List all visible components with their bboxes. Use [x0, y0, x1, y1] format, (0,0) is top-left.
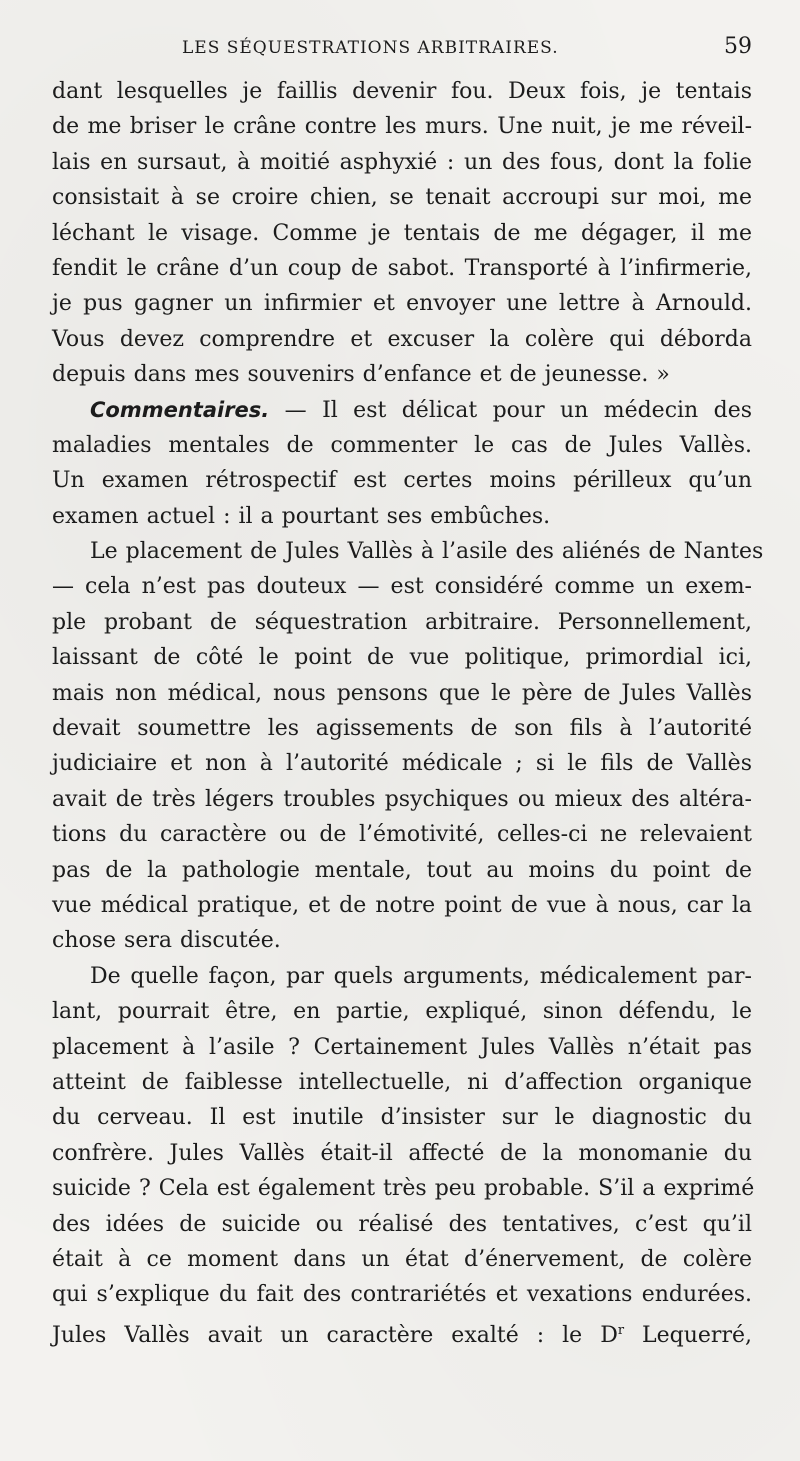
text-line: consistait à se croire chien, se tenait accroupi sur moi, me	[52, 185, 752, 211]
text-line: fendit le crâne d’un coup de sabot. Transporté à l’infirmerie,	[52, 255, 752, 281]
text-line: pas de la pathologie mentale, tout au moins du point de	[52, 857, 752, 883]
text-line: léchant le visage. Comme je tentais de me dégager, il me	[52, 220, 752, 246]
running-title: LES SÉQUESTRATIONS ARBITRAIRES.	[182, 38, 559, 58]
text-line: lais en sursaut, à moitié asphyxié : un des fous, dont la folie	[52, 149, 752, 175]
text-line: Le placement de Jules Vallès à l’asile des aliénés de Nantes	[90, 539, 764, 565]
text-line: judiciaire et non à l’autorité médicale ; si le fils de Vallès	[52, 751, 752, 777]
text-line: confrère. Jules Vallès était-il affecté de la monomanie du	[52, 1140, 752, 1166]
text-fragment: Jules Vallès avait un caractère exalté : le	[52, 1322, 583, 1348]
doctor-superscript: r	[617, 1322, 625, 1338]
page-number: 59	[724, 34, 752, 59]
running-header	[182, 34, 752, 74]
last-text-line	[52, 1313, 752, 1348]
text-line: vue médical pratique, et de notre point de vue à nous, car la	[52, 892, 752, 918]
text-line: dant lesquelles je faillis devenir fou. Deux fois, je tentais	[52, 79, 752, 104]
body-text	[52, 74, 764, 1348]
text-line: de me briser le crâne contre les murs. Une nuit, je me réveil-	[52, 114, 752, 140]
text-line: Vous devez comprendre et excuser la colère qui déborda	[52, 326, 752, 352]
text-line: depuis dans mes souvenirs d’enfance et de jeunesse. »	[52, 362, 670, 388]
text-line: lant, pourrait être, en partie, expliqué, sinon défendu, le	[52, 999, 752, 1025]
text-line: suicide ? Cela est également très peu probable. S’il a exprimé	[52, 1176, 755, 1202]
text-line: — cela n’est pas douteux — est considéré comme un exem-	[52, 574, 752, 600]
text-line: ple probant de séquestration arbitraire. Personnellement,	[52, 609, 752, 635]
doctor-abbreviation: D	[600, 1322, 618, 1348]
text-line: Un examen rétrospectif est certes moins périlleux qu’un	[52, 468, 752, 494]
text-line: avait de très légers troubles psychiques ou mieux des altéra-	[52, 786, 752, 812]
text-line: atteint de faiblesse intellectuelle, ni d’affection organique	[52, 1069, 752, 1095]
commentary-line	[52, 393, 752, 428]
text-line: qui s’explique du fait des contrariétés et vexations endurées.	[52, 1282, 752, 1308]
text-line: examen actuel : il a pourtant ses embûches.	[52, 503, 551, 529]
text-line: placement à l’asile ? Certainement Jules Vallès n’était pas	[52, 1034, 752, 1060]
commentary-text: — Il est délicat pour un médecin des	[269, 397, 752, 423]
text-line: chose sera discutée.	[52, 928, 281, 954]
text-line: je pus gagner un infirmier et envoyer une lettre à Arnould.	[52, 291, 752, 317]
commentary-label: Commentaires.	[90, 397, 270, 422]
text-line: maladies mentales de commenter le cas de Jules Vallès.	[52, 432, 752, 458]
text-line: mais non médical, nous pensons que le père de Jules Vallès	[52, 680, 752, 706]
text-line: laissant de côté le point de vue politique, primordial ici,	[52, 645, 752, 671]
doctor-name: Lequerré,	[624, 1322, 752, 1348]
text-line: De quelle façon, par quels arguments, médicalement par-	[90, 963, 752, 989]
text-line: était à ce moment dans un état d’énervement, de colère	[52, 1246, 752, 1272]
text-line: tions du caractère ou de l’émotivité, celles-ci ne relevaient	[52, 822, 752, 848]
text-line: des idées de suicide ou réalisé des tentatives, c’est qu’il	[52, 1211, 752, 1237]
text-line: du cerveau. Il est inutile d’insister sur le diagnostic du	[52, 1105, 752, 1131]
text-line: devait soumettre les agissements de son fils à l’autorité	[52, 716, 752, 742]
